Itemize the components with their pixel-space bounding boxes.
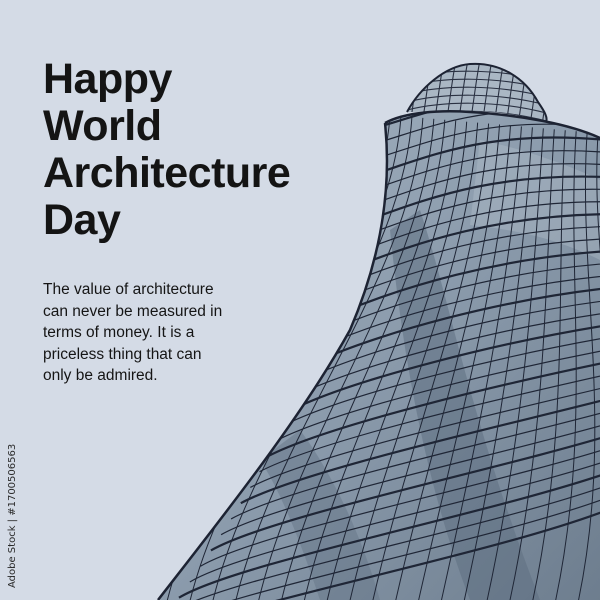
headline-line: Architecture (43, 149, 291, 197)
headline-line: Happy (43, 55, 172, 103)
headline-line: Day (43, 196, 121, 244)
headline-line: World (43, 102, 162, 150)
quote-text: The value of architecture can never be measured in terms of money. It is a priceless thing that can only be admired. (43, 281, 223, 384)
headline (43, 56, 290, 244)
stock-id: Adobe Stock | #1700506563 (7, 443, 18, 588)
